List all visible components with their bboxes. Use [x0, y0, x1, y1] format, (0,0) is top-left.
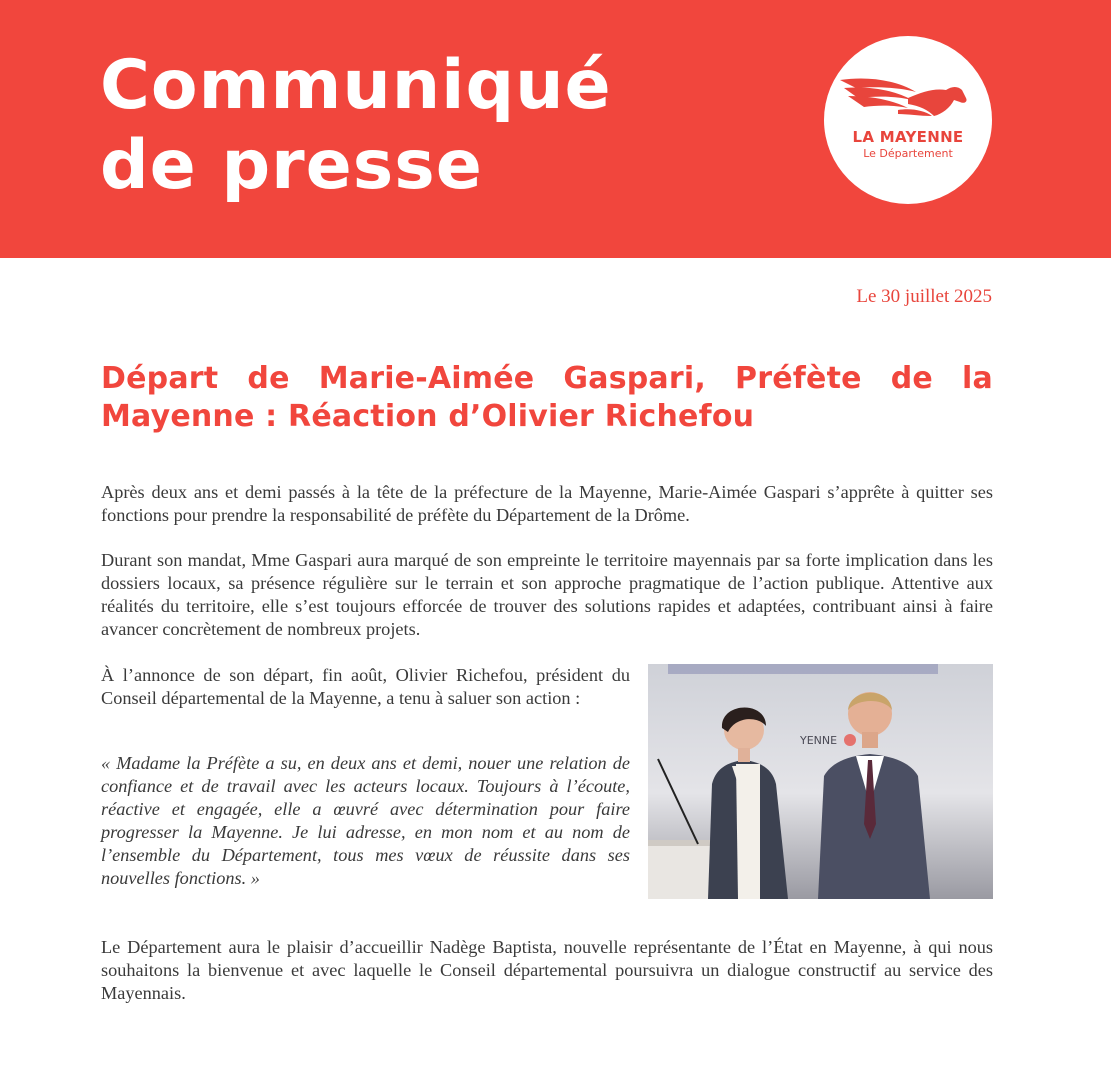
backdrop-text: YENNE: [800, 734, 838, 747]
title-line-1: Communiqué: [100, 46, 612, 125]
paragraph-mandate: Durant son mandat, Mme Gaspari aura marqué de son empreinte le territoire mayennais par sa forte implication dans les dossiers locaux, sa présence régulière sur le terrain et son approche pragmatique de l’action publique. Attentive aux réalités du territoire, elle s’est toujours efforcée de trouver des solutions rapides et adaptées, contribuant ainsi à faire avancer concrètement de nombreux projets.: [101, 550, 993, 639]
la-mayenne-logo: [824, 36, 992, 204]
header-banner: [0, 0, 1111, 258]
page-title: [100, 46, 612, 206]
photo: [648, 664, 993, 899]
paragraph-announcement: À l’annonce de son départ, fin août, Olivier Richefou, président du Conseil départemental de la Mayenne, a tenu à saluer son action :: [101, 665, 630, 708]
paragraph-successor: Le Département aura le plaisir d’accueillir Nadège Baptista, nouvelle représentante de l’État en Mayenne, à qui nous souhaitons la bienvenue et avec laquelle le Conseil départemental poursuivra un dialogue constructif au service des Mayennais.: [101, 937, 993, 1003]
paragraph-intro: Après deux ans et demi passés à la tête de la préfecture de la Mayenne, Marie-Aimée Gaspari s’apprête à quitter ses fonctions pour prendre la responsabilité de préfète du Département de la Drôme.: [101, 482, 993, 525]
press-release-date: Le 30 juillet 2025: [856, 286, 992, 307]
logo-subtitle: Le Département: [863, 147, 953, 160]
title-line-2: de presse: [100, 126, 483, 205]
logo-name: LA MAYENNE: [852, 128, 964, 146]
headline: Départ de Marie-Aimée Gaspari, Préfète de la Mayenne : Réaction d’Olivier Richefou: [101, 361, 993, 434]
photo-illustration: [648, 664, 993, 899]
winged-horse-icon: [838, 74, 978, 126]
quote: « Madame la Préfète a su, en deux ans et demi, nouer une relation de confiance et de travail avec les acteurs locaux. Toujours à l’écoute, réactive et engagée, elle a œuvré avec détermination pour faire progresser la Mayenne. Je lui adresse, en mon nom et au nom de l’ensemble du Département, tous mes vœux de réussite dans ses nouvelles fonctions. »: [101, 753, 630, 888]
